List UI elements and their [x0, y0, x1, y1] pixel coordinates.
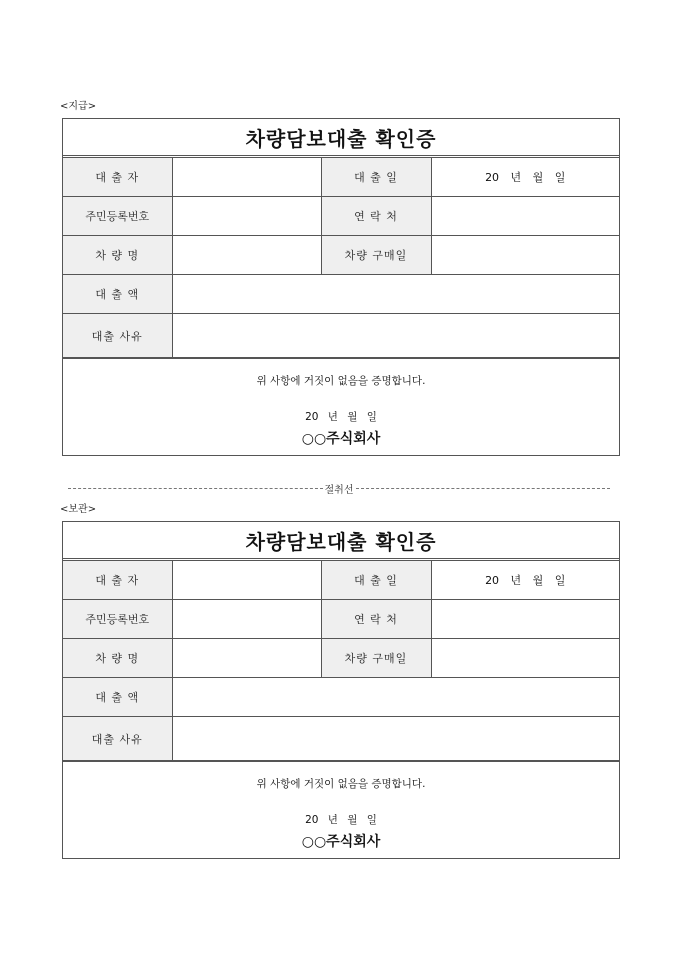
- loan-reason-field[interactable]: [172, 314, 619, 358]
- certification-statement: 위 사항에 거짓이 없음을 증명합니다.: [256, 375, 426, 387]
- loan-confirmation-form-keep: [62, 521, 620, 859]
- table-row: [63, 275, 619, 314]
- loan-date-field[interactable]: 20 년 월 일: [431, 158, 619, 197]
- table-row: [63, 197, 619, 236]
- contact-label: 연 락 처: [321, 197, 431, 236]
- loan-reason-label: 대출 사유: [63, 717, 172, 761]
- resident-number-label: 주민등록번호: [63, 197, 172, 236]
- resident-number-field[interactable]: [172, 600, 321, 639]
- company-name: ○○주식회사: [301, 834, 381, 850]
- section-label-issue: <지급>: [60, 101, 97, 112]
- section-label-keep: <보관>: [60, 504, 97, 515]
- loan-date-label: 대 출 일: [321, 158, 431, 197]
- vehicle-name-field[interactable]: [172, 639, 321, 678]
- table-row: [63, 158, 619, 197]
- certification-statement: 위 사항에 거짓이 없음을 증명합니다.: [256, 778, 426, 790]
- purchase-date-field[interactable]: [431, 236, 619, 275]
- company-name: ○○주식회사: [301, 431, 381, 447]
- loan-date-field[interactable]: 20 년 월 일: [431, 561, 619, 600]
- purchase-date-field[interactable]: [431, 639, 619, 678]
- contact-label: 연 락 처: [321, 600, 431, 639]
- table-row: [63, 639, 619, 678]
- contact-field[interactable]: [431, 600, 619, 639]
- form-title: 차량담보대출 확인증: [63, 119, 619, 158]
- loan-reason-field[interactable]: [172, 717, 619, 761]
- loan-amount-label: 대 출 액: [63, 678, 172, 717]
- table-row: [63, 717, 619, 761]
- form-title: 차량담보대출 확인증: [63, 522, 619, 561]
- certification-date[interactable]: 20 년 월 일: [305, 814, 377, 826]
- form-table: [63, 561, 619, 761]
- cut-line-label: 절취선: [324, 484, 354, 496]
- contact-field[interactable]: [431, 197, 619, 236]
- resident-number-field[interactable]: [172, 197, 321, 236]
- cut-line-dash-right: [356, 488, 611, 489]
- borrower-label: 대 출 자: [63, 158, 172, 197]
- borrower-field[interactable]: [172, 561, 321, 600]
- table-row: [63, 236, 619, 275]
- borrower-label: 대 출 자: [63, 561, 172, 600]
- purchase-date-label: 차량 구매일: [321, 236, 431, 275]
- loan-date-label: 대 출 일: [321, 561, 431, 600]
- vehicle-name-label: 차 량 명: [63, 639, 172, 678]
- loan-confirmation-form-issue: [62, 118, 620, 456]
- loan-amount-label: 대 출 액: [63, 275, 172, 314]
- cut-line: [68, 481, 610, 495]
- vehicle-name-label: 차 량 명: [63, 236, 172, 275]
- cut-line-dash-left: [68, 488, 323, 489]
- purchase-date-label: 차량 구매일: [321, 639, 431, 678]
- loan-amount-field[interactable]: [172, 678, 619, 717]
- table-row: [63, 600, 619, 639]
- vehicle-name-field[interactable]: [172, 236, 321, 275]
- certification-area: [63, 761, 619, 858]
- loan-reason-label: 대출 사유: [63, 314, 172, 358]
- certification-area: [63, 358, 619, 455]
- form-table: [63, 158, 619, 358]
- loan-amount-field[interactable]: [172, 275, 619, 314]
- borrower-field[interactable]: [172, 158, 321, 197]
- table-row: [63, 561, 619, 600]
- table-row: [63, 314, 619, 358]
- resident-number-label: 주민등록번호: [63, 600, 172, 639]
- table-row: [63, 678, 619, 717]
- certification-date[interactable]: 20 년 월 일: [305, 411, 377, 423]
